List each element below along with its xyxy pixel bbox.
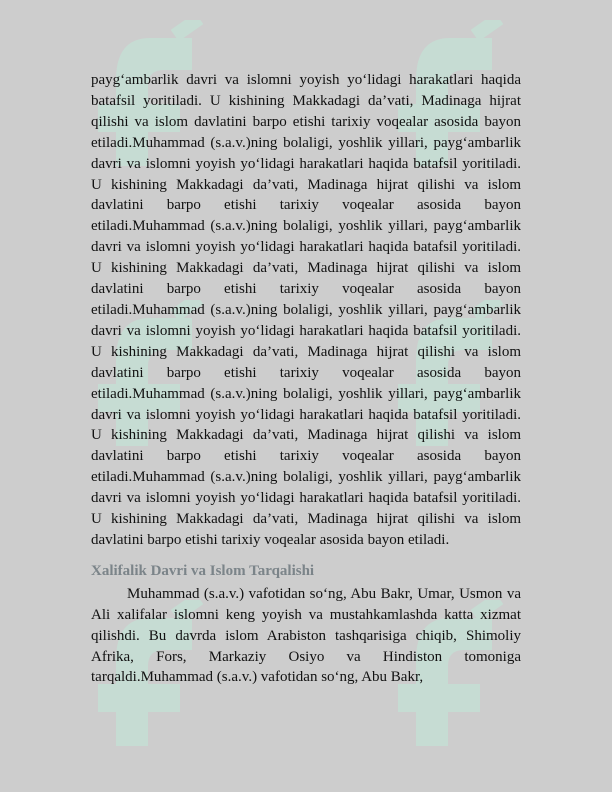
body-paragraph: Muhammad (s.a.v.) vafotidan so‘ng, Abu Bakr, Umar, Usmon va Ali xalifalar islomni keng yoyish va mustahkamlashda katta xizmat qilishdi. Bu davrda islom Arabiston tashqarisiga chiqib, Shimoliy Afrika, Fors, Markaziy Osiyo va Hindiston tomoniga tarqaldi.Muhammad (s.a.v.) vafotidan so‘ng, Abu Bakr, (91, 585, 521, 686)
page-content (91, 70, 521, 688)
body-paragraph: payg‘ambarlik davri va islomni yoyish yo‘lidagi harakatlari haqida batafsil yoritiladi. U kishining Makkadagi da’vati, Madinaga hijrat qilishi va islom davlatini barpo etishi tarixiy voqealar asosida bayon etiladi.Muhammad (s.a.v.)ning bolaligi, yoshlik yillari, payg‘ambarlik davri va islomni yoyish yo‘lidagi harakatlari haqida batafsil yoritiladi. U kishining Makkadagi da’vati, Madinaga hijrat qilishi va islom davlatini barpo etishi tarixiy voqealar asosida bayon etiladi.Muhammad (s.a.v.)ning bolaligi, yoshlik yillari, payg‘ambarlik davri va islomni yoyish yo‘lidagi harakatlari haqida batafsil yoritiladi. U kishining Makkadagi da’vati, Madinaga hijrat qilishi va islom davlatini barpo etishi tarixiy voqealar asosida bayon etiladi.Muhammad (s.a.v.)ning bolaligi, yoshlik yillari, payg‘ambarlik davri va islomni yoyish yo‘lidagi harakatlari haqida batafsil yoritiladi. U kishining Makkadagi da’vati, Madinaga hijrat qilishi va islom davlatini barpo etishi tarixiy voqealar asosida bayon etiladi.Muhammad (s.a.v.)ning bolaligi, yoshlik yillari, payg‘ambarlik davri va islomni yoyish yo‘lidagi harakatlari haqida batafsil yoritiladi. U kishining Makkadagi da’vati, Madinaga hijrat qilishi va islom davlatini barpo etishi tarixiy voqealar asosida bayon etiladi.Muhammad (s.a.v.)ning bolaligi, yoshlik yillari, payg‘ambarlik davri va islomni yoyish yo‘lidagi harakatlari haqida batafsil yoritiladi. U kishining Makkadagi da’vati, Madinaga hijrat qilishi va islom davlatini barpo etishi tarixiy voqealar asosida bayon etiladi. (91, 72, 521, 548)
section-heading: Xalifalik Davri va Islom Tarqalishi (91, 562, 315, 579)
